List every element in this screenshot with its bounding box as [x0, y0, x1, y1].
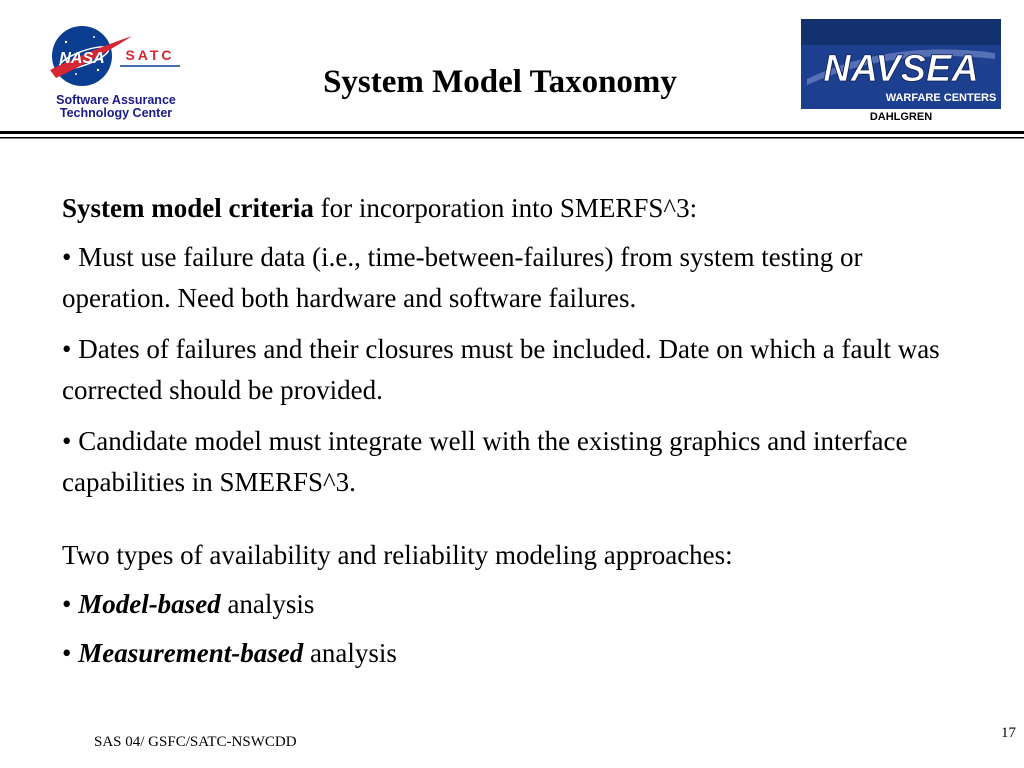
approach-rest: analysis	[303, 638, 397, 668]
page-title: System Model Taxonomy	[323, 64, 677, 100]
bullet-item: • Candidate model must integrate well with the existing graphics and interface capabilities in SMERFS^3.	[62, 426, 908, 497]
satc-caption-line-1: Software Assurance	[56, 93, 176, 107]
approach-bullet: •	[62, 589, 79, 619]
bullet-item: • Dates of failures and their closures must be included. Date on which a fault was corrected should be provided.	[62, 334, 940, 405]
svg-text:SATC: SATC	[125, 47, 175, 63]
approach-rest: analysis	[220, 589, 315, 619]
footer-text: SAS 04/ GSFC/SATC-NSWCDD	[94, 734, 297, 750]
navsea-logo	[801, 19, 1001, 129]
approach-item	[62, 584, 962, 625]
approach-bullet: •	[62, 638, 79, 668]
nasa-satc-logo	[46, 22, 186, 122]
criteria-heading	[62, 188, 962, 229]
nasa-meatball-icon	[46, 22, 186, 94]
criteria-bold: System model criteria	[62, 193, 314, 223]
navsea-location: DAHLGREN	[869, 111, 933, 123]
header-divider	[0, 131, 1024, 143]
bullet-item: • Must use failure data (i.e., time-between-failures) from system testing or operation. Need both hardware and software failures.	[62, 242, 863, 313]
approaches-intro: Two types of availability and reliability modeling approaches:	[62, 540, 733, 570]
approach-emphasis: Measurement-based	[78, 638, 304, 668]
page-number: 17	[1001, 725, 1016, 741]
svg-text:NASA: NASA	[59, 50, 105, 67]
navsea-emblem-icon	[801, 19, 1001, 111]
satc-caption	[46, 94, 186, 120]
svg-text:NAVSEA: NAVSEA	[823, 48, 979, 90]
svg-text:WARFARE CENTERS: WARFARE CENTERS	[885, 92, 997, 104]
criteria-rest: for incorporation into SMERFS^3:	[313, 193, 698, 223]
approach-emphasis: Model-based	[78, 589, 221, 619]
approach-item	[62, 633, 962, 674]
slide-body	[62, 188, 962, 682]
satc-caption-line-2: Technology Center	[59, 106, 173, 120]
